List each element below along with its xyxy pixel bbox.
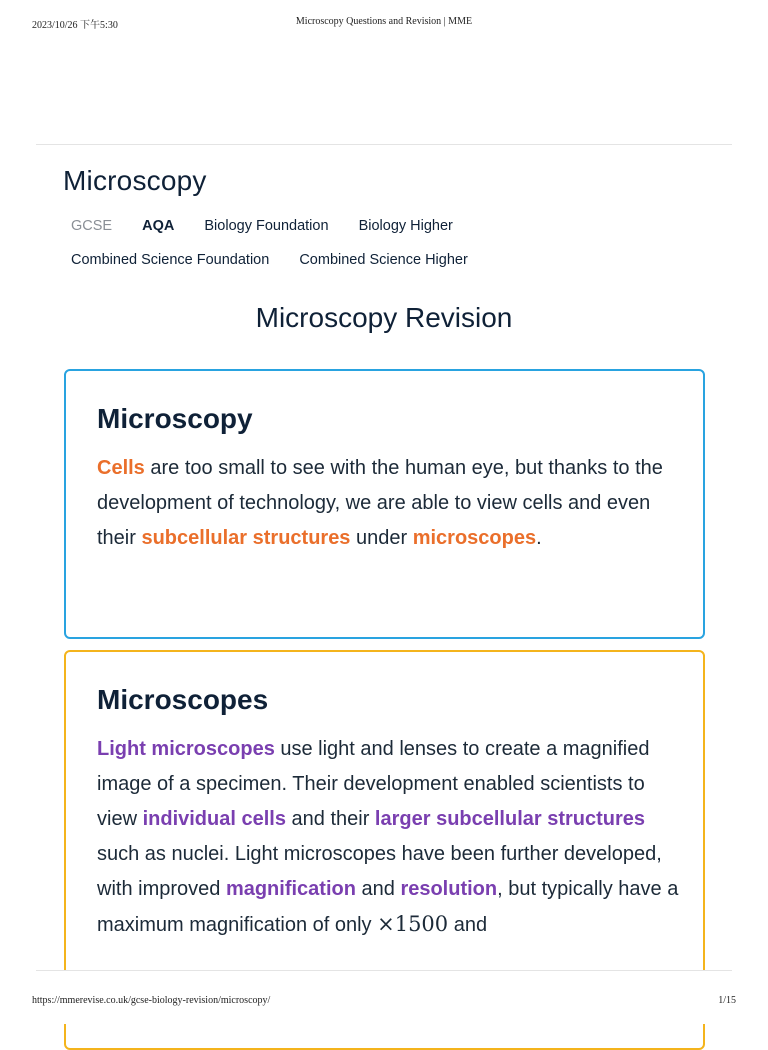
divider <box>36 970 732 971</box>
keyword-microscopes: microscopes <box>412 527 537 549</box>
tag-biology-higher[interactable]: Biology Higher <box>358 218 453 234</box>
keyword-cells: Cells <box>97 457 145 479</box>
body-text: and <box>355 878 401 900</box>
body-text: , but typically have a maximum magnification of only <box>97 878 679 936</box>
print-doc-title: Microscopy Questions and Revision | MME <box>295 16 473 27</box>
body-text: under <box>350 527 413 549</box>
section-title: Microscopy Revision <box>255 302 513 333</box>
card-body <box>97 732 682 943</box>
body-text: . <box>536 527 542 549</box>
body-text: and <box>448 914 488 936</box>
tag-list <box>71 252 494 268</box>
body-text: such as nuclei. Light microscopes have been further developed, with improved <box>97 843 662 900</box>
card-body <box>97 451 682 556</box>
print-header <box>0 16 768 32</box>
tag-list <box>71 218 479 234</box>
tag-biology-foundation[interactable]: Biology Foundation <box>204 218 329 234</box>
card-heading: Microscopes <box>97 684 269 715</box>
tag-combined-science-foundation[interactable]: Combined Science Foundation <box>71 252 270 268</box>
body-text: are too small to see with the human eye, but thanks to the development of technology, we are able to view cells and even their <box>97 457 663 549</box>
keyword-larger-subcellular-structures: larger subcellular structures <box>374 808 646 830</box>
keyword-light-microscopes: Light microscopes <box>97 738 275 760</box>
body-text: and their <box>285 808 375 830</box>
divider <box>36 144 732 145</box>
print-url: https://mmerevise.co.uk/gcse-biology-revision/microscopy/ <box>32 995 271 1006</box>
microscopy-card <box>64 369 705 639</box>
body-text: use light and lenses to create a magnified image of a specimen. Their development enabled scientists to view <box>97 738 650 830</box>
tag-gcse[interactable]: GCSE <box>71 218 113 234</box>
print-footer <box>0 995 768 1011</box>
print-date: 2023/10/26 下午5:30 <box>32 20 118 31</box>
page-title: Microscopy <box>63 165 207 196</box>
keyword-individual-cells: individual cells <box>142 808 286 830</box>
tag-combined-science-higher[interactable]: Combined Science Higher <box>299 252 468 268</box>
keyword-resolution: resolution <box>400 878 498 900</box>
tag-aqa[interactable]: AQA <box>142 218 175 234</box>
keyword-magnification: magnification <box>225 878 356 900</box>
math-magnification-value: ×1500 <box>377 912 449 936</box>
card-heading: Microscopy <box>97 403 253 434</box>
page-number: 1/15 <box>718 995 736 1006</box>
keyword-subcellular-structures: subcellular structures <box>141 527 351 549</box>
